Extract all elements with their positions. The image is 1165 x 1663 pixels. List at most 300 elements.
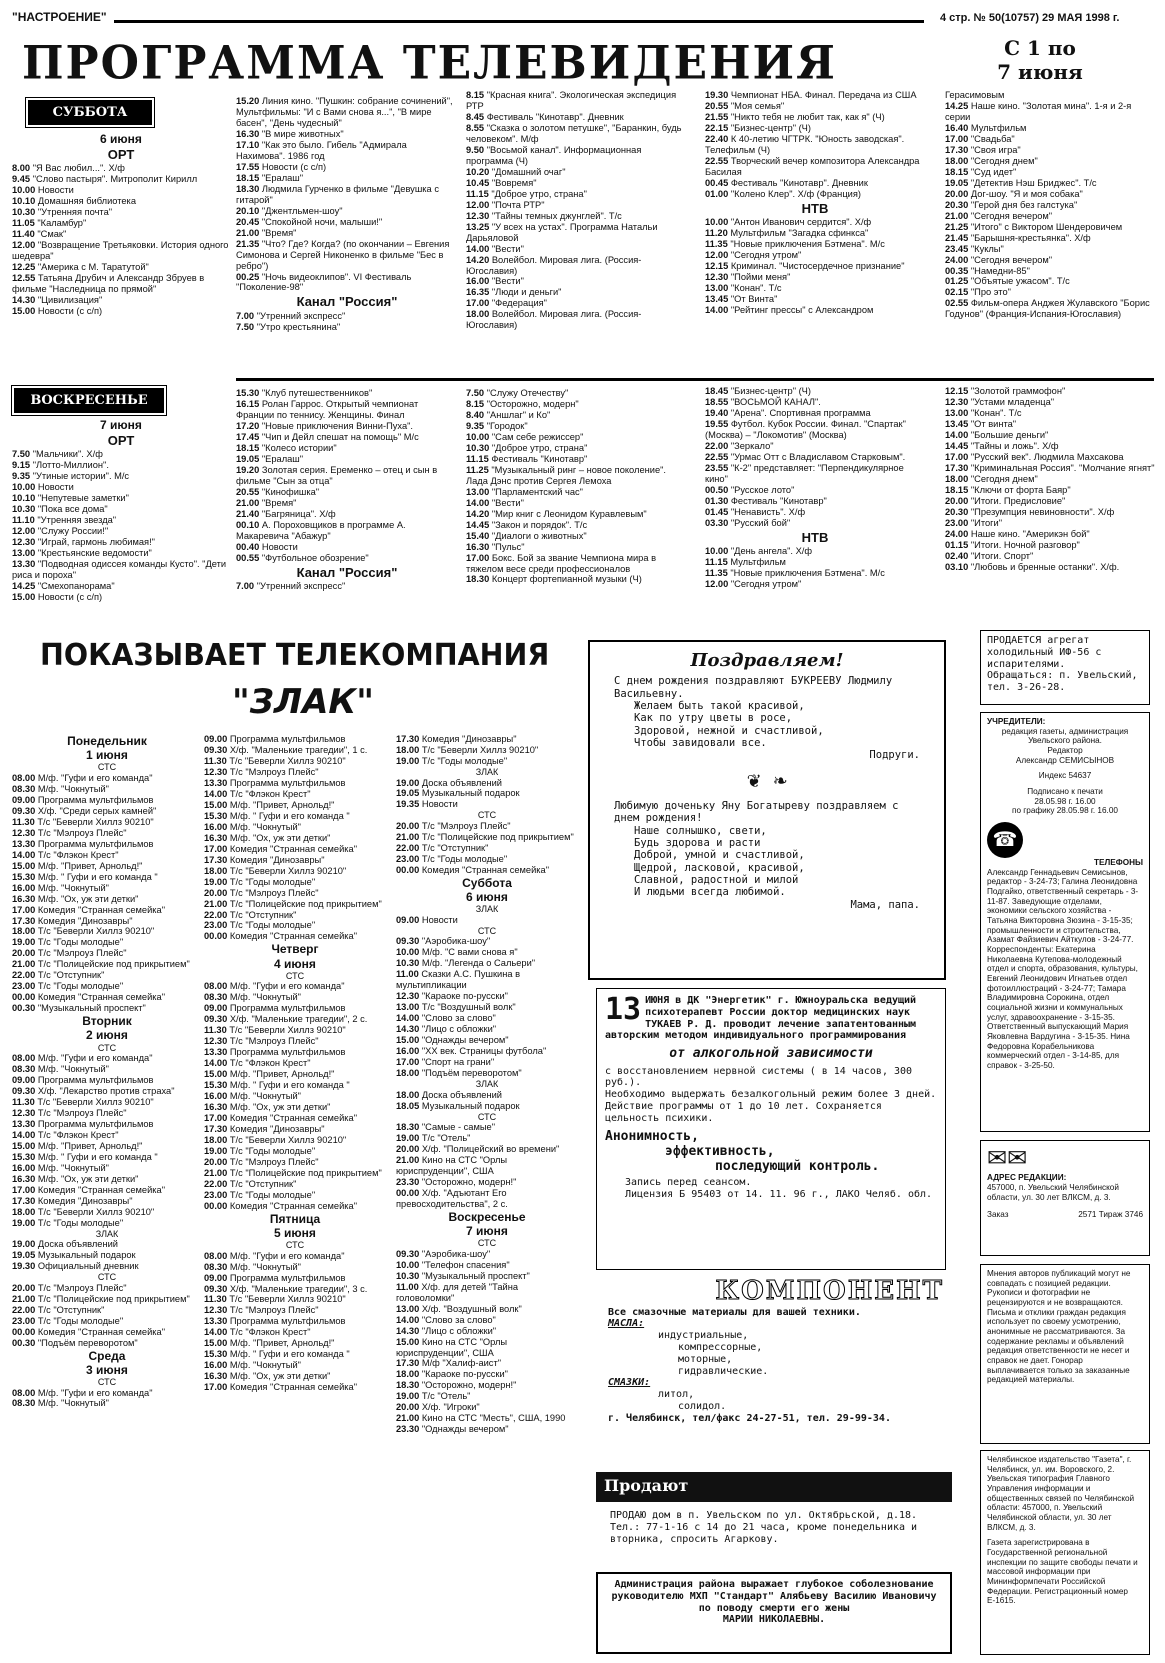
sunday-col-4 (705, 386, 925, 628)
sunday-date: 7 июня (100, 418, 142, 432)
zlak-channel-label: СТС (97, 1272, 117, 1283)
publisher-box (980, 1450, 1150, 1655)
saturday-col-5 (945, 90, 1155, 375)
program-item: 19.40 "Арена". Спортивная программа (705, 407, 871, 418)
program-item: 11.05 "Каламбур" (12, 218, 87, 229)
poem-line: Будь здорова и расти (634, 836, 761, 849)
program-item: 10.00 "Антон Иванович сердится". Х/ф (705, 217, 872, 228)
program-item: 8.15 "Красная книга". Экологическая экспедиция РТР (466, 90, 677, 111)
program-item: 18.00 "Сегодня днем" (945, 473, 1038, 484)
program-item: 00.50 "Русское лото" (705, 484, 795, 495)
zlak-program-item: 21.00 Т/с "Полицейские под прикрытием" (204, 1167, 382, 1178)
zlak-program-item: 14.00 "Слово за слово" (396, 1314, 496, 1325)
program-item: 7.50 "Мальчики". Х/ф (12, 449, 103, 460)
zlak-program-item: 09.30 Х/ф. "Маленькие трагедии", 1 с. (204, 744, 368, 755)
program-item: 13.30 "Подводная одиссея команды Кусто". "Дети риса и пороха" (12, 559, 227, 581)
program-item: 21.45 "Барышня-крестьянка". Х/ф (945, 232, 1091, 243)
zlak-program-item: 10.30 "Музыкальный проспект" (396, 1270, 530, 1281)
zlak-program-item: 11.00 Сказки А.С. Пушкина в мультипликации (396, 969, 521, 991)
zlak-program-item: 19.00 Т/с "Годы молодые" (12, 1217, 124, 1228)
zlak-program-item: 19.00 Доска объявлений (12, 1239, 118, 1250)
program-item: 13.45 "От Винта" (705, 293, 778, 304)
program-item: 11.15 Фестиваль "Кинотавр" (466, 453, 588, 464)
zlak-title: ПОКАЗЫВАЕТ ТЕЛЕКОМПАНИЯ (40, 638, 550, 673)
zlak-program-item: 00.00 Комедия "Странная семейка" (204, 1200, 358, 1211)
oil-item: моторные, (678, 1353, 733, 1365)
program-item: 10.00 Новости (12, 185, 74, 196)
program-item: 21.25 "Итого" с Виктором Шендеровичем (945, 221, 1123, 232)
komponent-oils-label: МАСЛА: (608, 1318, 645, 1330)
editor-name: Александр СЕМИСЫНОВ (1015, 755, 1115, 765)
saturday-channel-russia: Канал "Россия" (296, 294, 398, 310)
ad-text: ИЮНЯ в ДК "Энергетик" г. Южноуральска ведущий психотерапевт России доктор медицинских наук ТУКАЕВ Р. Д. проводит лечение запатентованным авторским методом индивидуального программирования (605, 995, 917, 1042)
program-item: 10.10 Домашняя библиотека (12, 196, 137, 207)
zlak-program-item: 17.00 Комедия "Странная семейка" (204, 1112, 358, 1123)
komponent-oils (608, 1330, 954, 1377)
zlak-program-item: 09.00 Программа мультфильмов (12, 794, 154, 805)
zlak-list-1 (12, 734, 202, 1409)
zlak-program-item: 00.00 Комедия "Странная семейка" (204, 931, 358, 942)
zlak-program-item: 19.35 Новости (396, 799, 458, 810)
sunday-list-1 (12, 449, 230, 603)
saturday-list-5 (945, 90, 1155, 320)
date-range-line2: 7 июня (997, 60, 1083, 84)
zlak-program-item: 13.00 Т/с "Воздушный волк" (396, 1002, 516, 1013)
address-box (980, 1140, 1150, 1256)
zlak-program-item: 08.00 М/ф. "Гуфи и его команда" (204, 981, 345, 992)
zlak-program-item: 22.00 Т/с "Отступник" (204, 909, 297, 920)
program-item: 01.25 "Объятые ужасом". Т/с (945, 276, 1070, 287)
zlak-program-item: 21.00 Т/с "Полицейские под прикрытием" (12, 959, 190, 970)
print-run: 2571 Тираж 3746 (1078, 1210, 1143, 1220)
program-item: 17.30 "Криминальная Россия". "Молчание ягнят" (945, 462, 1155, 473)
program-item: 02.15 "Про это" (945, 287, 1011, 298)
oil-item: гидравлические. (678, 1365, 769, 1377)
zlak-program-item: 08.30 М/ф. "Чокнутый" (204, 992, 301, 1003)
zlak-program-item: 14.00 Т/с "Флэкон Крест" (204, 1327, 311, 1338)
date-range-line1: С 1 по (1004, 36, 1076, 60)
zlak-program-item: 20.00 Х/ф. "Полицейский во времени" (396, 1144, 560, 1155)
program-item: 16.15 Ролан Гаррос. Открытый чемпионат Франции по теннису. Женщины. Финал (236, 398, 419, 420)
congrats-box (588, 640, 946, 980)
program-item: 13.25 "У всех на устах". Программа Натальи Дарьяловой (466, 221, 658, 243)
program-item: 11.40 "Смак" (12, 229, 67, 240)
program-item: 19.05 "Ералаш" (236, 453, 304, 464)
program-item: 21.55 "Никто тебя не любит так, как я" (Ч) (705, 111, 885, 122)
condolence-name: МАРИИ НИКОЛАЕВНЫ. (722, 1614, 826, 1626)
zlak-channel-label: СТС (477, 925, 497, 936)
zlak-channel-label: СТС (477, 810, 497, 821)
phones-heading: ТЕЛЕФОНЫ (1094, 858, 1143, 868)
date-range (985, 36, 1095, 84)
signed-label: Подписано к печати (1027, 787, 1103, 797)
program-item: 14.00 "Вести" (466, 497, 524, 508)
zlak-day-heading: Четверг (271, 942, 319, 957)
condolence-box (596, 1572, 952, 1654)
zlak-col-3 (396, 734, 578, 1659)
saturday-list-2 (236, 96, 458, 293)
program-item: 12.00 "Служу России!" (12, 526, 109, 537)
zlak-program-item: 17.00 Комедия "Странная семейка" (12, 1184, 166, 1195)
program-item: 12.30 "Играй, гармонь любимая!" (12, 537, 155, 548)
schedule-date: по графику 28.05.98 г. 16.00 (1012, 806, 1118, 816)
zlak-day-heading: 7 июня (466, 1224, 508, 1239)
poem-line: Чтобы завидовали все. (634, 737, 767, 750)
program-item: 20.30 "Герой дня без галстука" (945, 199, 1078, 210)
zlak-channel-label: СТС (285, 970, 305, 981)
zlak-channel-label: ЗЛАК (95, 1228, 119, 1239)
zlak-program-item: 09.00 Программа мультфильмов (204, 1272, 346, 1283)
ad-slogan: от алкогольной зависимости (669, 1046, 873, 1062)
program-item: 14.20 "Мир книг с Леонидом Куравлевым" (466, 508, 647, 519)
poem-line: Доброй, умной и счастливой, (634, 849, 805, 862)
program-item: 7.00 "Утренний экспресс" (236, 310, 346, 321)
zlak-program-item: 16.00 М/ф. "Чокнутый" (204, 1360, 301, 1371)
zlak-program-item: 09.30 Х/ф. "Лекарство против страха" (12, 1086, 175, 1097)
zlak-program-item: 17.00 "Спорт на грани" (396, 1057, 495, 1068)
disclaimer-text: Мнения авторов публикаций могут не совпадать с позицией редакции. Рукописи и фотографии не рецензируются и не возвращаются. Письма и отклики граждан редакция использует по своему усмотрению, анонимные не рассматриваются. За содержание рекламы и объявлений редакция ответственности не несет и справок не дает. Гонорар выплачивается только за заказанные редакцией материалы. (987, 1269, 1131, 1385)
zlak-program-item: 08.30 М/ф. "Чокнутый" (12, 1064, 109, 1075)
zlak-program-item: 11.30 Т/с "Беверли Хиллз 90210" (204, 1294, 346, 1305)
program-item: 12.00 "Почта РТР" (466, 199, 545, 210)
founders-text: редакция газеты, администрация Увельского района. (1001, 726, 1129, 746)
program-item: 01.30 Фестиваль "Кинотавр" (705, 495, 827, 506)
program-item: 21.00 "Время" (236, 227, 297, 238)
program-item: 20.45 "Спокойной ночи, малыши!" (236, 216, 383, 227)
zlak-program-item: 09.00 Новости (396, 914, 458, 925)
program-item: 16.00 "Вести" (466, 276, 524, 287)
zlak-program-item: 13.30 Программа мультфильмов (12, 838, 154, 849)
saturday-list-4 (705, 90, 925, 200)
zlak-program-item: 23.30 "Однажды вечером" (396, 1424, 509, 1435)
zlak-program-item: 14.00 "Слово за слово" (396, 1013, 496, 1024)
zlak-program-item: 13.30 Программа мультфильмов (204, 1316, 346, 1327)
program-item: 18.30 Концерт фортепианной музыки (Ч) (466, 574, 642, 585)
program-item: 00.45 Фестиваль "Кинотавр". Дневник (705, 177, 868, 188)
zlak-program-item: 19.05 Музыкальный подарок (12, 1250, 136, 1261)
zlak-program-item: 08.00 М/ф. "Гуфи и его команда" (12, 1053, 153, 1064)
program-item: 01.00 "Колено Клер". Х/ф (Франция) (705, 188, 861, 199)
zlak-program-item: 16.30 М/ф. "Ох, уж эти детки" (204, 1101, 331, 1112)
program-item: 24.00 Наше кино. "Америкэн бой" (945, 528, 1090, 539)
program-item: 20.00 Дог-шоу. "Я и моя собака" (945, 188, 1083, 199)
zlak-program-item: 19.00 Т/с "Годы молодые" (204, 876, 316, 887)
zlak-program-item: 21.00 Кино на СТС "Орлы юриспруденции", США (396, 1155, 508, 1176)
komponent-grease (608, 1389, 954, 1413)
saturday-badge: СУББОТА (28, 100, 152, 125)
zlak-day-heading: Воскресенье (448, 1209, 526, 1224)
zlak-col-2 (204, 734, 386, 1659)
address-text: 457000, п. Увельский Челябинской области, ул. 30 лет ВЛКСМ, д. 3. (987, 1182, 1119, 1202)
sunday-col-2 (236, 388, 458, 628)
program-item: 17.30 "Своя игра" (945, 144, 1021, 155)
program-item: 22.15 "Бизнес-центр" (Ч) (705, 122, 811, 133)
program-item: 03.10 "Любовь и бренные останки". Х/ф. (945, 561, 1120, 572)
program-item: 10.30 "Пока все дома" (12, 504, 108, 515)
zlak-program-item: 11.00 Х/ф. для детей "Тайна головоломки" (396, 1281, 519, 1303)
zlak-program-item: 13.30 Программа мультфильмов (12, 1118, 154, 1129)
program-item: 13.00 "Крестьянские ведомости" (12, 548, 152, 559)
program-item: 00.55 "Футбольное обозрение" (236, 552, 369, 563)
program-item: 10.30 "Утренняя почта" (12, 207, 113, 218)
zlak-program-item: 12.30 Т/с "Мэлроуз Плейс" (204, 1305, 319, 1316)
zlak-program-item: 17.30 Комедия "Динозавры" (204, 854, 325, 865)
ad-day-number: 13 (605, 992, 642, 1027)
program-item: 14.00 "Большие деньги" (945, 429, 1049, 440)
order-label: Заказ (987, 1210, 1009, 1220)
program-item: 15.00 Новости (с с/п) (12, 306, 103, 317)
sunday-channel-ort: ОРТ (107, 433, 135, 449)
zlak-channel-label: ЗЛАК (475, 766, 499, 777)
poem-line: Щедрой, ласковой, красивой, (634, 861, 805, 874)
ad-paragraph-2: Необходимо выдержать безалкогольный режим более 3 дней. Действие программы от 1 до 10 лет. Сохраняется цельность психики. (605, 1089, 937, 1124)
zlak-program-item: 18.00 Т/с "Беверли Хиллз 90210" (12, 1206, 155, 1217)
grease-item: солидол. (678, 1401, 727, 1413)
komponent-intro: Все смазочные материалы для вашей техники. (608, 1306, 861, 1318)
program-item: 11.15 "Доброе утро, страна" (466, 188, 587, 199)
zlak-program-item: 18.05 Музыкальный подарок (396, 1100, 520, 1111)
congrats-heading: Поздравляем! (690, 650, 844, 671)
zlak-list-2 (204, 734, 386, 1393)
komponent-ad (608, 1276, 954, 1462)
zlak-program-item: 20.00 Т/с "Мэлроуз Плейс" (12, 948, 127, 959)
zlak-channel-label: ЗЛАК (475, 1078, 499, 1089)
zlak-channel-label: ЗЛАК (475, 904, 499, 915)
program-item: 12.15 "Золотой граммофон" (945, 386, 1066, 396)
zlak-program-item: 22.00 Т/с "Отступник" (396, 842, 489, 853)
zlak-program-item: 23.00 Т/с "Годы молодые" (204, 920, 316, 931)
zlak-day-heading: 2 июня (86, 1028, 128, 1043)
zlak-program-item: 11.30 Т/с "Беверли Хиллз 90210" (12, 1097, 154, 1108)
program-item: 9.15 "Лотто-Миллион". (12, 460, 109, 471)
zlak-program-item: 22.00 Т/с "Отступник" (12, 970, 105, 981)
poem-line: Как по утру цветы в росе, (634, 712, 793, 725)
program-item: 10.20 "Домашний очаг" (466, 166, 566, 177)
sunday-col-1 (12, 418, 230, 628)
disclaimer-box (980, 1264, 1150, 1444)
zlak-program-item: 20.00 Т/с "Мэлроуз Плейс" (204, 887, 319, 898)
program-item: 12.00 "Возвращение Третьяковки. История одного шедевра" (12, 240, 229, 262)
program-item: 20.30 "Презумпция невиновности". Х/ф (945, 506, 1115, 517)
poem-line: Славной, радостной и милой (634, 874, 799, 887)
zlak-program-item: 18.30 "Самые - самые" (396, 1122, 496, 1133)
komponent-logo: КОМПОНЕНТ (715, 1276, 944, 1306)
editor-label: Редактор (1047, 746, 1083, 756)
zlak-program-item: 20.00 Х/ф. "Игроки" (396, 1402, 480, 1413)
founders-heading: УЧРЕДИТЕЛИ: (987, 717, 1046, 726)
program-item: 18.15 "Ключи от форта Баяр" (945, 484, 1071, 495)
condolence-text: Администрация района выражает глубокое соболезнование руководителю МХП "Стандарт" Алябьеву Василию Ивановичу по поводу смерти его жены (611, 1579, 937, 1614)
program-item: 10.00 Новости (12, 482, 74, 493)
zlak-day-heading: 1 июня (86, 748, 128, 763)
zlak-channel-label: СТС (477, 1238, 497, 1249)
zlak-program-item: 15.00 М/ф. "Привет, Арнольд!" (204, 1338, 335, 1349)
program-item: 10.10 "Непутевые заметки" (12, 493, 129, 504)
zlak-program-item: 21.00 Т/с "Полицейские под прикрытием" (396, 832, 574, 842)
zlak-program-item: 09.00 Программа мультфильмов (12, 1075, 154, 1086)
saturday-list-1 (12, 163, 230, 317)
zlak-program-item: 19.30 Официальный дневник (12, 1261, 139, 1272)
sunday-col-3 (466, 388, 686, 628)
program-item: 15.40 "Диалоги о животных" (466, 530, 587, 541)
zlak-program-item: 11.30 Т/с "Беверли Хиллз 90210" (204, 755, 346, 766)
zlak-program-item: 10.30 М/ф. "Легенда о Сальери" (396, 958, 536, 969)
program-item: 18.00 "Сегодня днем" (945, 155, 1038, 166)
telephone-icon: ☎ (987, 822, 1023, 858)
zlak-program-item: 17.00 Комедия "Странная семейка" (204, 843, 358, 854)
zlak-program-item: 14.00 Т/с "Флэкон Крест" (204, 1058, 311, 1069)
zlak-program-item: 15.00 "Однажды вечером" (396, 1035, 509, 1046)
zlak-program-item: 14.00 Т/с "Флэкон Крест" (204, 788, 311, 799)
saturday-list-2-tail (236, 311, 458, 333)
zlak-col-1 (12, 734, 202, 1659)
zlak-program-item: 09.30 "Аэробика-шоу" (396, 1248, 491, 1259)
program-item: 12.25 "Америка с М. Таратутой" (12, 262, 149, 273)
zlak-program-item: 22.00 Т/с "Отступник" (204, 1178, 297, 1189)
program-item: 9.45 "Слово пастыря". Митрополит Кирилл (12, 174, 198, 185)
zlak-day-heading: Суббота (462, 875, 512, 890)
ad-note-1: Запись перед сеансом. (625, 1177, 752, 1189)
program-item: 10.00 "День ангела". Х/ф (705, 545, 813, 556)
zlak-program-item: 19.05 Музыкальный подарок (396, 788, 520, 799)
page-title: ПРОГРАММА ТЕЛЕВИДЕНИЯ (22, 36, 837, 91)
zlak-program-item: 19.00 Доска объявлений (396, 777, 502, 788)
ad-word-3: последующий контроль. (715, 1159, 880, 1175)
program-item: 02.55 Фильм-опера Анджея Жулавского "Борис Годунов" (Франция-Испания-Югославия) (945, 298, 1150, 320)
zlak-program-item: 20.00 Т/с "Мэлроуз Плейс" (12, 1282, 127, 1293)
zlak-program-item: 18.00 Т/с "Беверли Хиллз 90210" (204, 1134, 347, 1145)
zlak-program-item: 12.30 Т/с "Мэлроуз Плейс" (12, 827, 127, 838)
saturday-col-4 (705, 90, 925, 375)
sunday-list-3 (466, 388, 686, 585)
program-item: 16.35 "Люди и деньги" (466, 287, 562, 298)
ad-word-1: Анонимность, (605, 1128, 699, 1144)
program-item: 19.05 "Детектив Нэш Бриджес". Т/с (945, 177, 1097, 188)
program-item: 9.35 "Городок" (466, 420, 528, 431)
poem-line: С днем рождения поздравляют БУКРЕЕВУ Людмилу Васильевну. (614, 675, 893, 700)
program-item: 21.00 "Сегодня вечером" (945, 210, 1053, 221)
zlak-program-item: 19.00 Т/с "Отель" (396, 1133, 471, 1144)
program-item: 18.00 Волейбол. Мировая лига. (Россия-Югославия) (466, 309, 642, 331)
zlak-program-item: 12.30 Т/с "Мэлроуз Плейс" (204, 766, 319, 777)
zlak-channel-label: СТС (97, 1042, 117, 1053)
zlak-channel-label: СТС (477, 1111, 497, 1122)
program-item: 11.25 "Музыкальный ринг – новое поколение". Лада Дэнс против Сергея Лемоха (466, 464, 667, 486)
sunday-col-5 (945, 386, 1160, 628)
zlak-program-item: 18.00 "Караоке по-русски" (396, 1369, 508, 1380)
zlak-program-item: 08.30 М/ф. "Чокнутый" (12, 1398, 109, 1409)
zlak-program-item: 23.00 Т/с "Годы молодые" (12, 981, 124, 992)
program-item: 20.00 "Итоги. Предисловие" (945, 495, 1066, 506)
zlak-program-item: 21.00 Т/с "Полицейские под прикрытием" (204, 898, 382, 909)
signed-date: 28.05.98 г. 16.00 (1034, 796, 1096, 806)
program-item: 12.00 "Сегодня утром" (705, 578, 802, 589)
program-item: 11.35 "Новые приключения Бэтмена". М/с (705, 238, 885, 249)
zlak-program-item: 13.30 Программа мультфильмов (204, 777, 346, 788)
program-item: 00.35 "Намедни-85" (945, 265, 1030, 276)
zlak-program-item: 17.30 Комедия "Динозавры" (12, 1195, 133, 1206)
zlak-program-item: 11.30 Т/с "Беверли Хиллз 90210" (12, 816, 154, 827)
program-item: 19.20 Золотая серия. Еременко – отец и сын в фильме "Сын за отца" (236, 464, 438, 486)
sale-text: ПРОДАЮ дом в п. Увельском по ул. Октябрьской, д.18. Тел.: 77-1-16 с 14 до 21 часа, кроме понедельника и вторника, спросить Агаркову. (610, 1510, 918, 1545)
zlak-program-item: 23.00 Т/с "Годы молодые" (396, 853, 508, 864)
zlak-program-item: 15.30 М/ф. " Гуфи и его команда " (204, 1349, 350, 1360)
zlak-program-item: 10.00 М/ф. "С вами снова я" (396, 947, 518, 958)
program-item: 18.45 "Бизнес-центр" (Ч) (705, 386, 811, 396)
ad-note-2: Лицензия Б 95403 от 14. 11. 96 г., ЛАКО Челяб. обл. (625, 1189, 933, 1201)
zlak-program-item: 13.00 Х/ф. "Воздушный волк" (396, 1303, 522, 1314)
komponent-contact: г. Челябинск, тел/факс 24-27-51, тел. 29-99-34. (608, 1412, 891, 1424)
zlak-program-item: 09.30 Х/ф. "Маленькие трагедии", 3 с. (204, 1283, 368, 1294)
program-item: 7.00 "Утренний экспресс" (236, 580, 346, 591)
zlak-program-item: 22.00 Т/с "Отступник" (12, 1304, 105, 1315)
psychotherapy-ad (596, 988, 946, 1270)
program-item: 17.45 "Чип и Дейл спешат на помощь" М/с (236, 431, 419, 442)
program-item: 13.00 "Парламентский час" (466, 486, 583, 497)
zlak-program-item: 17.30 Комедия "Динозавры" (12, 915, 133, 926)
poem-line: Любимую доченьку Яну Богатыреву поздравляем с днем рождения! (614, 799, 899, 825)
zlak-program-item: 14.00 Т/с "Флэкон Крест" (12, 849, 119, 860)
komponent-grease-label: СМАЗКИ: (608, 1377, 651, 1389)
program-item: 03.30 "Русский бой" (705, 517, 791, 528)
zlak-program-item: 17.30 М/ф "Халиф-аист" (396, 1358, 502, 1369)
zlak-program-item: 15.30 М/ф. " Гуфи и его команда " (12, 1151, 158, 1162)
program-item: Герасимовым (945, 90, 1005, 100)
zlak-program-item: 14.30 "Лицо с обложки" (396, 1325, 497, 1336)
flower-ornament-icon: ❦ ❧ (747, 767, 787, 793)
zlak-program-item: 17.30 Комедия "Динозавры" (204, 1123, 325, 1134)
rubric-rule (114, 20, 924, 23)
program-item: 01.15 "Итоги. Ночной разговор" (945, 539, 1080, 550)
sunday-list-2-tail (236, 581, 458, 592)
program-item: 8.40 "Аншлаг" и Ко" (466, 409, 551, 420)
zlak-program-item: 15.00 М/ф. "Привет, Арнольд!" (204, 1069, 335, 1080)
sale-heading: Продают (596, 1472, 952, 1502)
zlak-program-item: 17.00 Комедия "Странная семейка" (12, 904, 166, 915)
program-item: 22.00 "Зеркало" (705, 440, 774, 451)
program-item: 18.15 "Ералаш" (236, 172, 304, 183)
saturday-channel-ntv: НТВ (801, 200, 829, 216)
program-item: 14.45 "Тайны и ложь". Х/ф (945, 440, 1059, 451)
zlak-program-item: 09.30 Х/ф. "Среди серых камней" (12, 805, 157, 816)
program-item: 14.20 Волейбол. Мировая лига. (Россия-Югославия) (466, 254, 642, 276)
zlak-program-item: 08.30 М/ф. "Чокнутый" (204, 1261, 301, 1272)
program-item: 22.55 "Урмас Отт с Владиславом Старковым". (705, 451, 906, 462)
program-item: 12.55 Татьяна Друбич и Александр Збруев в фильме "Наследница по прямой" (12, 273, 205, 295)
saturday-date: 6 июня (100, 132, 142, 146)
zlak-program-item: 18.00 "Подъём переворотом" (396, 1068, 522, 1078)
zlak-day-heading: 6 июня (466, 890, 508, 905)
zlak-program-item: 16.30 М/ф. "Ох, уж эти детки" (204, 832, 331, 843)
zlak-program-item: 00.30 "Музыкальный проспект" (12, 1003, 146, 1014)
program-item: 00.40 Новости (236, 541, 298, 552)
zlak-day-heading: Среда (88, 1348, 126, 1363)
zlak-program-item: 16.30 М/ф. "Ох, уж эти детки" (204, 1371, 331, 1382)
program-item: 17.10 "Как это было. Гибель "Адмирала Нахимова". 1986 год (236, 139, 407, 161)
zlak-name: "ЗЛАК" (232, 682, 374, 722)
program-item: 15.00 Новости (с с/п) (12, 592, 103, 603)
program-item: 00.10 А. Пороховщиков в программе А. Макаревича "Абажур" (236, 519, 406, 541)
zlak-program-item: 17.00 Комедия "Странная семейка" (204, 1382, 358, 1393)
rubric: "НАСТРОЕНИЕ" (12, 10, 107, 24)
program-item: 20.55 "Моя семья" (705, 100, 785, 111)
ad-word-2: эффективность, (665, 1143, 775, 1159)
program-item: 15.20 Линия кино. "Пушкин: собрание сочинений", Мультфильмы: "И с Вами снова я...", "В мире басен", "День чудесный" (236, 96, 453, 128)
program-item: 8.15 "Осторожно, модерн" (466, 398, 579, 409)
zlak-program-item: 21.00 Кино на СТС "Месть", США, 1990 (396, 1413, 566, 1424)
zlak-program-item: 16.30 М/ф. "Ох, уж эти детки" (12, 1173, 139, 1184)
zlak-program-item: 00.30 "Подъём переворотом" (12, 1337, 138, 1348)
